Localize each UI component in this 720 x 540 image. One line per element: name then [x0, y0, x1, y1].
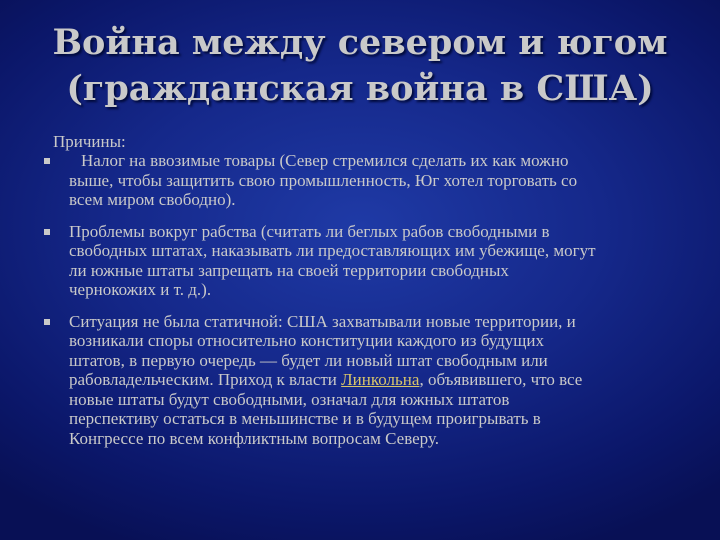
- square-bullet-icon: [44, 158, 50, 164]
- title-line-2: (гражданская война в США): [66, 68, 654, 109]
- bullet-tariffs: [44, 151, 674, 210]
- bullet-line: Проблемы вокруг рабства (считать ли беглых рабов свободными в: [69, 221, 550, 241]
- subheading-causes: Причины:: [53, 132, 126, 151]
- bullet-line: всем миром свободно).: [69, 190, 236, 209]
- bullet-line: Ситуация не была статичной: США захватывали новые территории, и: [69, 311, 576, 331]
- bullet-slavery: [44, 222, 674, 300]
- bullet-line: возникали споры относительно конституции каждого из будущих: [69, 331, 544, 350]
- bullet-line: Конгрессе по всем конфликтным вопросам Северу.: [69, 428, 439, 448]
- bullet-line: свободных штатах, наказывать ли предоставляющих им убежище, могут: [69, 241, 596, 260]
- bullet-line: Налог на ввозимые товары (Север стремился сделать их как можно: [81, 151, 569, 170]
- lincoln-link[interactable]: Линкольна: [341, 370, 420, 389]
- bullet-line: ли южные штаты запрещать на своей территории свободных: [69, 260, 509, 280]
- line-text-after-link: , объявившего, что все: [419, 370, 583, 389]
- square-bullet-icon: [44, 229, 50, 235]
- bullet-territories: [44, 312, 674, 449]
- causes-list: [44, 151, 674, 460]
- bullet-line: перспективу остаться в меньшинстве и в будущем проигрывать в: [69, 409, 541, 428]
- line-text-before-link: рабовладельческим. Приход к власти: [69, 370, 342, 389]
- bullet-line: выше, чтобы защитить свою промышленность, Юг хотел торговать со: [69, 170, 578, 190]
- square-bullet-icon: [44, 319, 50, 325]
- bullet-line-with-link: [69, 370, 674, 390]
- slide-title: [40, 20, 680, 112]
- title-line-1: Война между севером и югом: [52, 22, 668, 63]
- bullet-line: штатов, в первую очередь — будет ли новый штат свободным или: [69, 350, 548, 370]
- bullet-line: чернокожих и т. д.).: [69, 280, 212, 299]
- bullet-line: новые штаты будут свободными, означал для южных штатов: [69, 389, 510, 409]
